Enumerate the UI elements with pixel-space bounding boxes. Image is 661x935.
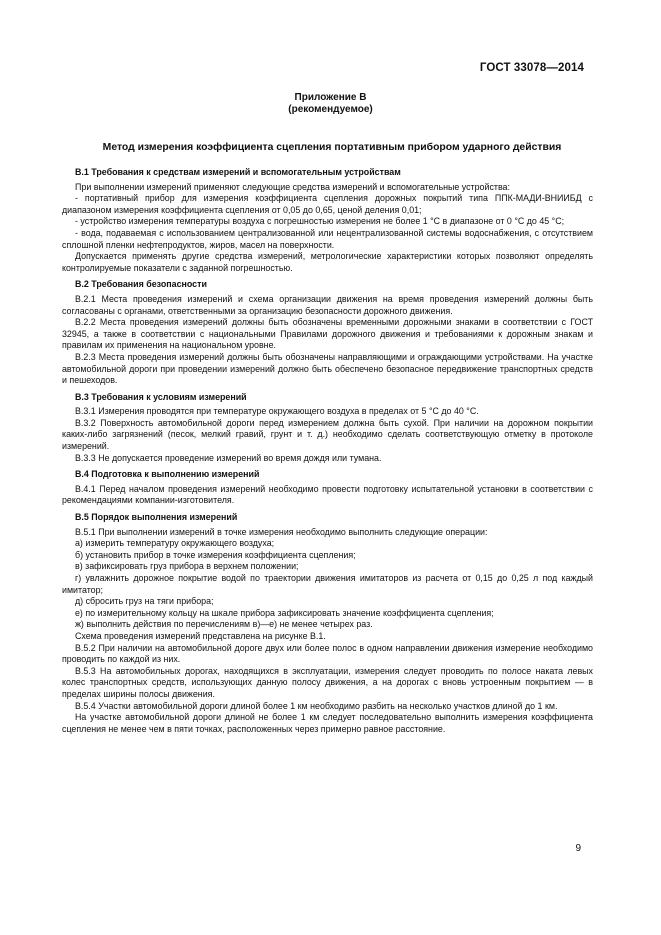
paragraph: На участке автомобильной дороги длиной не более 1 км следует последовательно выполнить измерения коэффициента сцепления не менее чем в пяти точках, расположенных через примерно равное расстояние. [62, 712, 593, 734]
appendix-title: Приложение В [294, 92, 367, 103]
section-heading-b3: В.3 Требования к условиям измерений [75, 391, 247, 402]
paragraph: В.3.2 Поверхность автомобильной дороги перед измерением должна быть сухой. При наличии на дорожном покрытии каких-либо загрязнений (песок, мелкий гравий, грунт и т. д.) необходимо сделать соответствующую отметку в протоколе измерений. [62, 417, 593, 452]
paragraph: При выполнении измерений применяют следующие средства измерений и вспомогательные устройства: [75, 181, 510, 192]
list-item: в) зафиксировать груз прибора в верхнем положении; [75, 561, 299, 572]
list-item: а) измерить температуру окружающего воздуха; [75, 538, 275, 549]
section-heading-b5: В.5 Порядок выполнения измерений [75, 512, 238, 523]
list-item: - устройство измерения температуры воздуха с погрешностью измерения не более 1 °С в диапазоне от 0 °С до 45 °С; [75, 216, 565, 227]
section-heading-b2: В.2 Требования безопасности [75, 279, 207, 290]
paragraph: В.2.3 Места проведения измерений должны быть обозначены направляющими и ограждающими устройствами. На участке автомобильной дороги при проведении измерений должно быть обеспечено безопасное передвижение транспортных средств и пешеходов. [62, 351, 593, 386]
appendix-status: (рекомендуемое) [288, 104, 373, 115]
method-title: Метод измерения коэффициента сцепления портативным прибором ударного действия [102, 142, 562, 153]
section-heading-b1: В.1 Требования к средствам измерений и вспомогательным устройствам [75, 167, 401, 177]
paragraph: В.3.1 Измерения проводятся при температуре окружающего воздуха в пределах от 5 °С до 40 °С. [75, 406, 479, 417]
paragraph: В.2.2 Места проведения измерений должны быть обозначены временными дорожными знаками в соответствии с ГОСТ 32945, а также в соответствии с национальными Правилами дорожного движения и требованиями к дорожным знакам и правилам их применения на национальном уровне. [62, 317, 593, 351]
paragraph: Схема проведения измерений представлена на рисунке В.1. [75, 630, 326, 641]
paragraph: Допускается применять другие средства измерений, метрологические характеристики которых позволяют определять контролируемые показатели с заданной погрешностью. [62, 251, 593, 273]
paragraph: В.3.3 Не допускается проведение измерений во время дождя или тумана. [75, 452, 382, 463]
list-item: е) по измерительному кольцу на шкале прибора зафиксировать значение коэффициента сцепления; [75, 607, 494, 618]
list-item: - вода, подаваемая с использованием централизованной или нецентрализованной системы водоснабжения, с отсутствием сплошной пленки нефтепродуктов, жиров, масел на поверхности. [62, 227, 593, 250]
paragraph: В.5.3 На автомобильных дорогах, находящихся в эксплуатации, измерения следует проводить по полосе наката левых колес транспортных средств, использующих данную полосу движения, а на дорогах с вновь устроенным покрытием — в пределах ширины полосы движения. [62, 665, 593, 699]
paragraph: В.4.1 Перед началом проведения измерений необходимо провести подготовку испытательной установки в соответствии с рекомендациями компании-изготовителя. [62, 483, 593, 506]
paragraph: В.5.4 Участки автомобильной дороги длиной более 1 км необходимо разбить на несколько участков длиной до 1 км. [75, 700, 558, 711]
paragraph: В.5.1 При выполнении измерений в точке измерения необходимо выполнить следующие операции: [75, 526, 488, 537]
page-number: 9 [575, 843, 581, 854]
list-item: - портативный прибор для измерения коэффициента сцепления дорожных покрытий типа ППК-МАДИ-ВНИИБД с диапазоном измерения коэффициента сцепления от 0,05 до 0,65, ценой деления 0,01; [62, 193, 593, 215]
list-item: д) сбросить груз на тяги прибора; [75, 596, 214, 607]
paragraph: В.5.2 При наличии на автомобильной дороге двух или более полос в одном направлении движения измерение необходимо проводить по каждой из них. [62, 642, 593, 665]
section-heading-b4: В.4 Подготовка к выполнению измерений [75, 469, 260, 480]
standard-number: ГОСТ 33078—2014 [479, 62, 584, 74]
list-item: г) увлажнить дорожное покрытие водой по траектории движения имитаторов из расчета от 0,15 до 0,25 л под каждый имитатор; [62, 573, 593, 595]
list-item: б) установить прибор в точке измерения коэффициента сцепления; [75, 549, 356, 560]
paragraph: В.2.1 Места проведения измерений и схема организации движения на время проведения измерений должны быть согласованы с органами, ответственными за организацию безопасности дорожного движения. [62, 293, 593, 316]
list-item: ж) выполнить действия по перечислениям в)—е) не менее четырех раз. [75, 619, 373, 630]
document-body [62, 167, 593, 735]
